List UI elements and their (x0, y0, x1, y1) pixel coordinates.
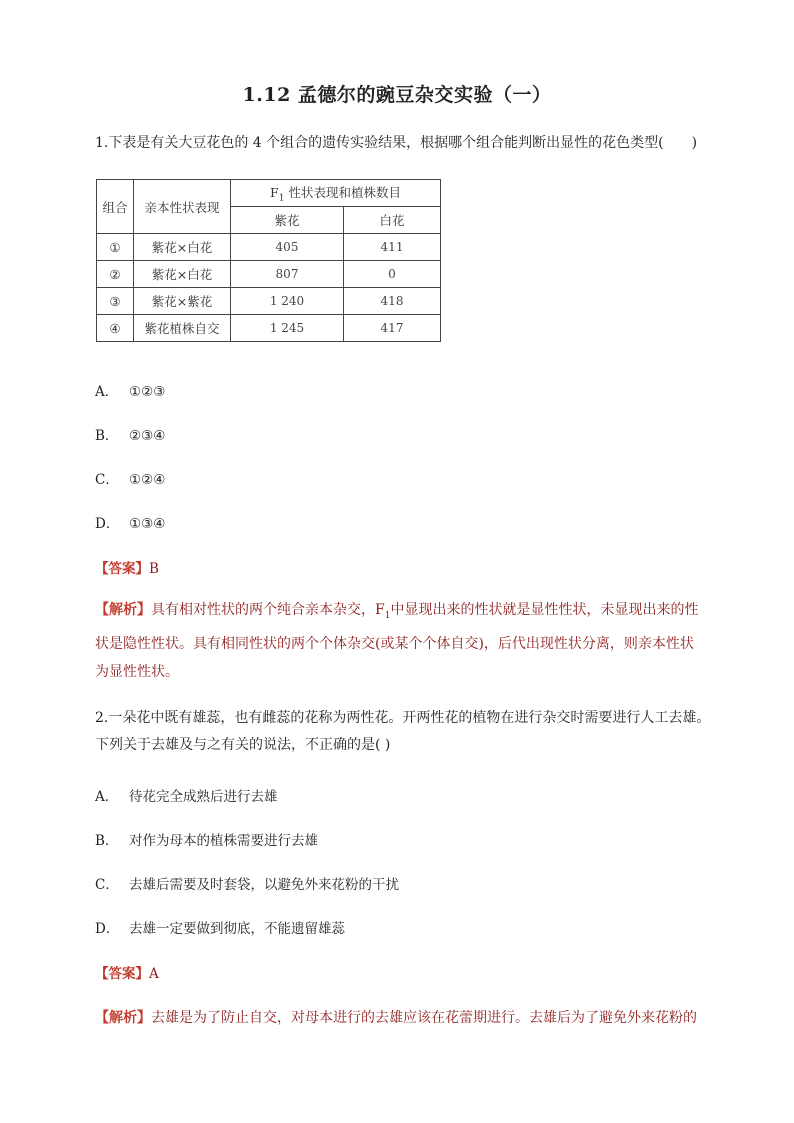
q1-answer: 【答案】B (95, 561, 159, 577)
row-purple: 1 240 (231, 288, 344, 315)
row-parent: 紫花×白花 (134, 261, 231, 288)
header-white: 白花 (344, 207, 441, 234)
q2-option-c[interactable]: C． 去雄后需要及时套袋，以避免外来花粉的干扰 (95, 877, 399, 893)
q1-option-d[interactable]: D． ①③④ (95, 516, 166, 532)
question-1-stem: 1.下表是有关大豆花色的 4 个组合的遗传实验结果，根据哪个组合能判断出显性的花色类型( ) (95, 135, 698, 151)
q1-explanation: 【解析】具有相对性状的两个纯合亲本杂交，$F_1$中显现出来的性状就是显性性状，未显现出来的性状是隐性性状。具有相同性状的两个个体杂交(或某个个体自交)，后代出现性状分离，则亲本性状为显性性状。 (95, 602, 699, 680)
header-purple: 紫花 (231, 207, 344, 234)
row-purple: 807 (231, 261, 344, 288)
row-parent: 紫花植株自交 (134, 315, 231, 342)
q2-option-d[interactable]: D． 去雄一定要做到彻底，不能遗留雄蕊 (95, 921, 345, 937)
row-id: ④ (97, 315, 134, 342)
table-row (97, 315, 441, 342)
q2-explanation: 【解析】去雄是为了防止自交，对母本进行的去雄应该在花蕾期进行。去雄后为了避免外来花粉的 (95, 1010, 697, 1026)
header-parent: 亲本性状表现 (134, 180, 231, 234)
row-parent: 紫花×白花 (134, 234, 231, 261)
header-group: 组合 (97, 180, 134, 234)
table-row (97, 234, 441, 261)
q2-option-a[interactable]: A． 待花完全成熟后进行去雄 (95, 789, 278, 805)
row-white: 0 (344, 261, 441, 288)
row-id: ③ (97, 288, 134, 315)
header-f1: $F_1$ 性状表现和植株数目 (231, 180, 441, 207)
results-table (96, 179, 441, 342)
q2-option-b[interactable]: B． 对作为母本的植株需要进行去雄 (95, 833, 318, 849)
q1-option-b[interactable]: B． ②③④ (95, 428, 166, 444)
row-id: ① (97, 234, 134, 261)
row-white: 417 (344, 315, 441, 342)
question-2-stem: 2.一朵花中既有雄蕊，也有雌蕊的花称为两性花。开两性花的植物在进行杂交时需要进行人工去雄。下列关于去雄及与之有关的说法，不正确的是( ) (95, 710, 711, 753)
page-title: 1.12 孟德尔的豌豆杂交实验（一） (242, 84, 552, 106)
row-purple: 405 (231, 234, 344, 261)
q1-option-a[interactable]: A． ①②③ (95, 384, 166, 400)
row-white: 411 (344, 234, 441, 261)
row-white: 418 (344, 288, 441, 315)
q2-answer: 【答案】A (95, 966, 159, 982)
row-parent: 紫花×紫花 (134, 288, 231, 315)
q1-option-c[interactable]: C． ①②④ (95, 472, 166, 488)
row-purple: 1 245 (231, 315, 344, 342)
table-row (97, 288, 441, 315)
table-row (97, 261, 441, 288)
row-id: ② (97, 261, 134, 288)
